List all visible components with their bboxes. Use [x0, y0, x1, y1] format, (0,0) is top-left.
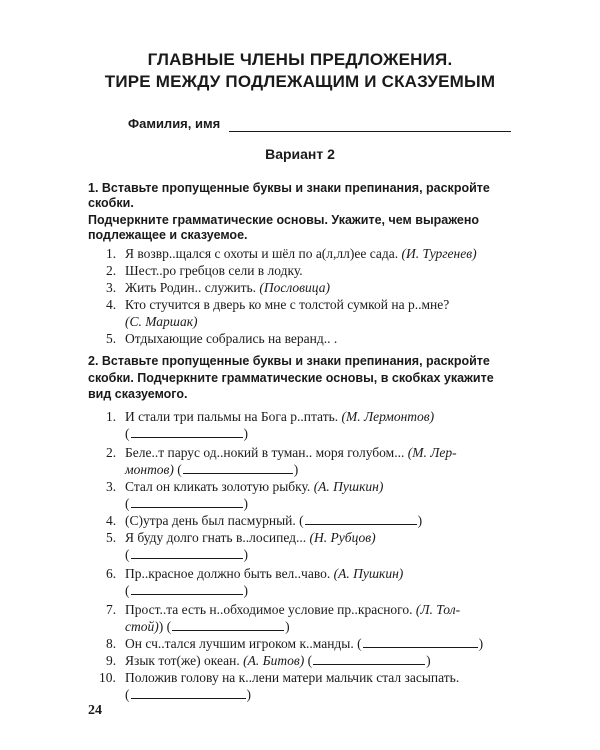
- name-field-line: [229, 131, 511, 132]
- item-source: (М. Лер-: [407, 445, 457, 460]
- answer-blank[interactable]: [131, 686, 246, 699]
- item-text: (С)утра день был пасмурный.: [125, 513, 296, 528]
- item-text: Язык тот(же) океан.: [125, 653, 240, 668]
- task1-item: [106, 296, 530, 330]
- answer-blank[interactable]: [131, 425, 243, 438]
- item-text: Беле..т парус од..нокий в туман.. моря голубом...: [125, 445, 405, 460]
- task2-item: 8. Он сч..тался лучшим игроком к..манды. ( ): [106, 636, 484, 651]
- item-source: (А. Битов): [243, 653, 305, 668]
- item-text: Я возвр..щался с охоты и шёл по а(л,лл)ее сада.: [125, 246, 399, 261]
- item-source: (А. Пушкин): [333, 566, 404, 581]
- task1-item: [106, 330, 530, 347]
- item-text: Отдыхающие собрались на веранд.. .: [125, 331, 338, 346]
- answer-blank[interactable]: [131, 582, 243, 595]
- task2-item: 6. Пр..красное должно быть вел..чаво. (А. Пушкин) ( ): [106, 566, 404, 598]
- item-text: Пр..красное должно быть вел..чаво.: [125, 566, 331, 581]
- task2-item: 5. Я буду долго гнать в..лосипед... (Н. Рубцов) ( ): [106, 530, 376, 562]
- item-text: Кто стучится в дверь ко мне с толстой сумкой на р..мне?: [125, 297, 450, 312]
- item-number: 6.: [106, 566, 117, 581]
- item-source: (И. Тургенев): [401, 246, 477, 261]
- item-text: Жить Родин.. служить.: [125, 280, 257, 295]
- item-number: 2.: [106, 263, 117, 278]
- item-number: 7.: [106, 602, 117, 617]
- answer-blank[interactable]: [131, 495, 243, 508]
- task2-item: 2. Беле..т парус од..нокий в туман.. моря голубом... (М. Лер- монтов) ( ): [106, 445, 457, 477]
- answer-blank[interactable]: [313, 652, 425, 665]
- task2-item: 1. И стали три пальмы на Бога р..птать. (М. Лермонтов) ( ): [106, 409, 435, 441]
- task2-line2: скобки. Подчеркните грамматические основы, в скобках укажите: [88, 371, 494, 385]
- task1-line1: 1. Вставьте пропущенные буквы и знаки препинания, раскройте: [88, 181, 490, 195]
- name-label: Фамилия, имя: [128, 116, 221, 131]
- item-number: 10.: [99, 670, 116, 685]
- task2-line1: 2. Вставьте пропущенные буквы и знаки препинания, раскройте: [88, 354, 490, 368]
- answer-blank[interactable]: [172, 618, 284, 631]
- item-number: 1.: [106, 246, 117, 261]
- item-text: Он сч..тался лучшим игроком к..манды.: [125, 636, 354, 651]
- page-number: 24: [88, 703, 102, 718]
- answer-blank[interactable]: [305, 512, 417, 525]
- variant-heading: Вариант 2: [265, 146, 335, 162]
- task2-item: 10. Положив голову на к..лени матери мальчик стал засыпать. ( ): [99, 670, 460, 702]
- task2-item: 4. (С)утра день был пасмурный. ( ): [106, 513, 423, 528]
- item-text: Прост..та есть н..обходимое условие пр..красного.: [125, 602, 413, 617]
- task1-line4: подлежащее и сказуемое.: [88, 228, 248, 242]
- item-number: 1.: [106, 409, 117, 424]
- item-source: (М. Лермонтов): [341, 409, 435, 424]
- item-source: (Н. Рубцов): [309, 530, 376, 545]
- item-source: (С. Маршак): [125, 314, 198, 329]
- task1-item: [106, 279, 530, 296]
- item-number: 3.: [106, 479, 117, 494]
- page-title-line2: ТИРЕ МЕЖДУ ПОДЛЕЖАЩИМ И СКАЗУЕМЫМ: [104, 72, 496, 91]
- item-number: 5.: [106, 331, 117, 346]
- answer-blank[interactable]: [183, 461, 293, 474]
- item-number: 5.: [106, 530, 117, 545]
- item-text: И стали три пальмы на Бога р..птать.: [125, 409, 339, 424]
- item-text: Шест..ро гребцов сели в лодку.: [125, 263, 303, 278]
- item-number: 2.: [106, 445, 117, 460]
- item-text: Стал он кликать золотую рыбку.: [125, 479, 311, 494]
- item-source: (А. Пушкин): [313, 479, 384, 494]
- item-number: 8.: [106, 636, 117, 651]
- item-number: 4.: [106, 513, 117, 528]
- item-source-cont: монтов): [125, 462, 174, 477]
- item-text: Положив голову на к..лени матери мальчик стал засыпать.: [125, 670, 460, 685]
- item-number: 3.: [106, 280, 117, 295]
- page-title-line1: ГЛАВНЫЕ ЧЛЕНЫ ПРЕДЛОЖЕНИЯ.: [147, 50, 453, 69]
- task2-item: 9. Язык тот(же) океан. (А. Битов) ( ): [106, 653, 431, 668]
- item-number: 9.: [106, 653, 117, 668]
- answer-blank[interactable]: [363, 635, 478, 648]
- item-text: Я буду долго гнать в..лосипед...: [125, 530, 307, 545]
- task2-item: 7. Прост..та есть н..обходимое условие пр..красного. (Л. Тол- стой)) ( ): [106, 602, 461, 634]
- task1-item: [106, 262, 530, 279]
- task2-item: 3. Стал он кликать золотую рыбку. (А. Пушкин) ( ): [106, 479, 384, 511]
- item-source: (Л. Тол-: [415, 602, 461, 617]
- task2-line3: вид сказуемого.: [88, 387, 188, 401]
- item-number: 4.: [106, 297, 117, 312]
- task1-line2: скобки.: [88, 196, 134, 210]
- item-source: (Пословица): [259, 280, 330, 295]
- item-source-cont: стой): [125, 619, 159, 634]
- task1-item: [106, 245, 530, 262]
- answer-blank[interactable]: [131, 546, 243, 559]
- task1-line3: Подчеркните грамматические основы. Укажите, чем выражено: [88, 213, 480, 227]
